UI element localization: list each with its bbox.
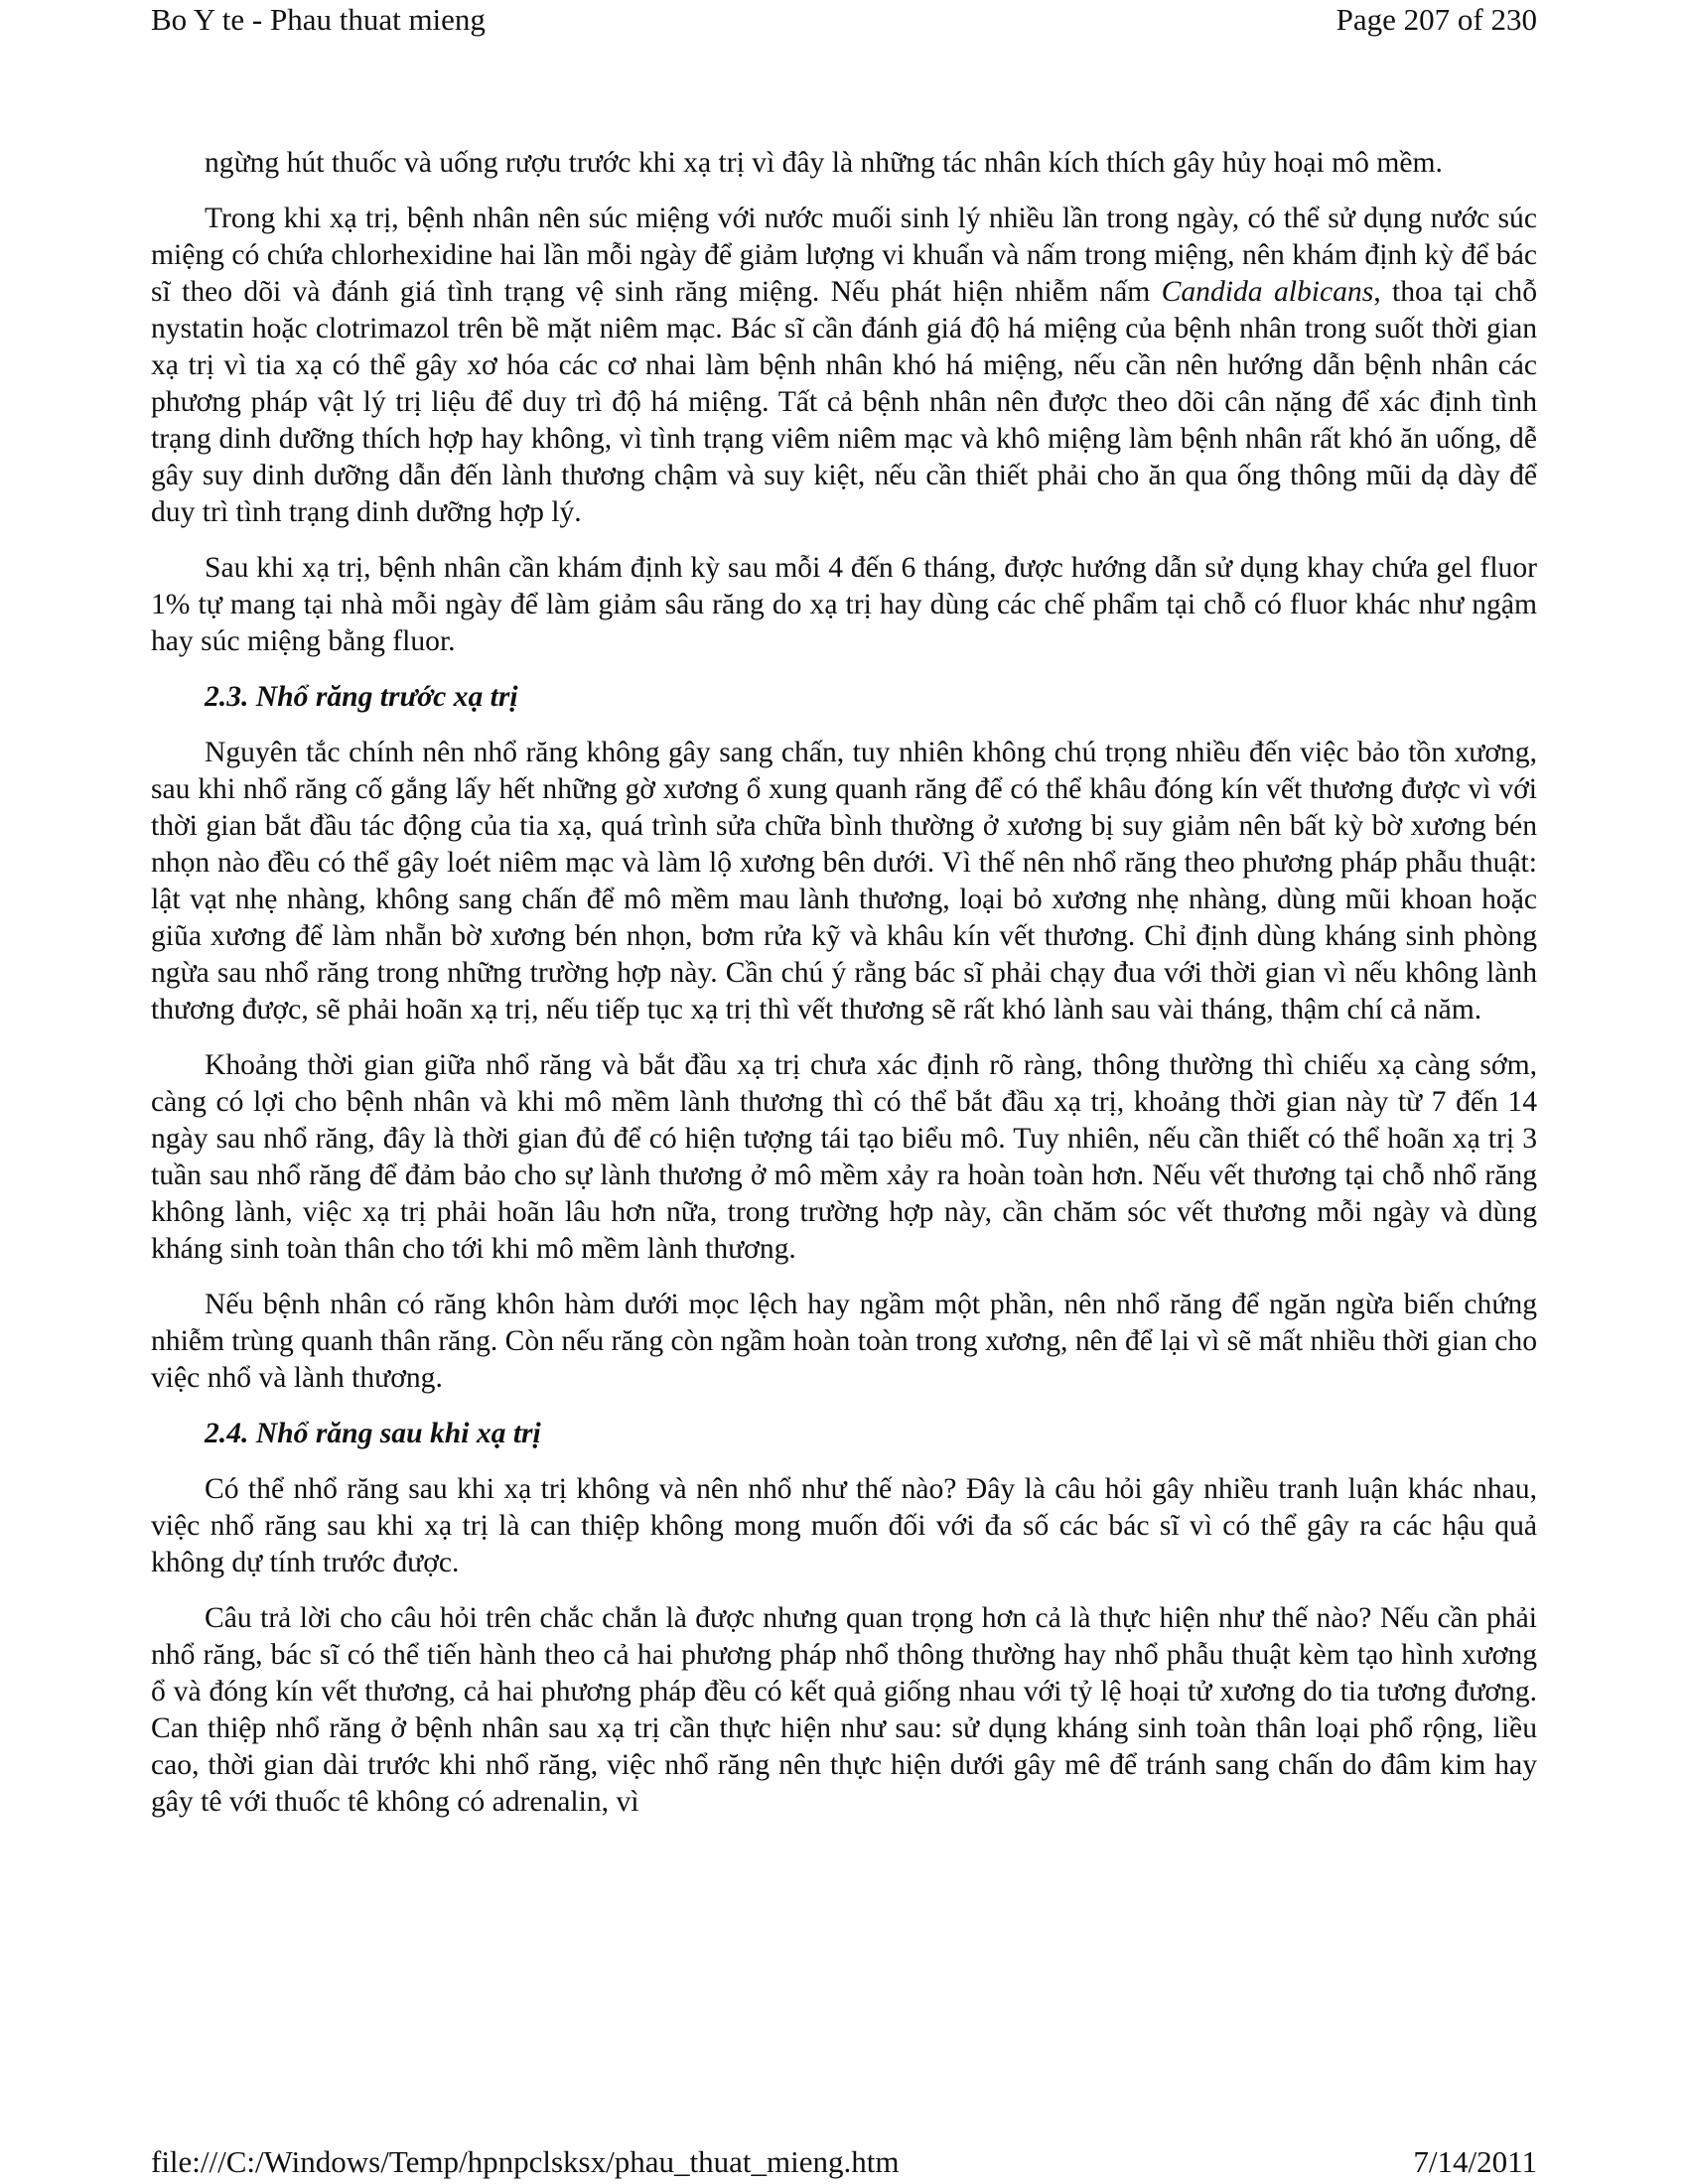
paragraph-2-part-a: Trong khi xạ trị, bệnh nhân nên súc miệng với nước muối sinh lý nhiều lần trong ngày, có thể sử dụng nước súc miệng có chứa chlorhexidine hai lần mỗi ngày để giảm lượng vi khuẩn và nấm trong miệng, nên khám định kỳ để bác sĩ theo dõi và đánh giá tình trạng vệ sinh răng miệng. Nếu phát hiện nhiễm nấm	[151, 203, 1537, 308]
page-header	[151, 2, 1537, 38]
paragraph-1: ngừng hút thuốc và uống rượu trước khi xạ trị vì đây là những tác nhân kích thích gây hủy hoại mô mềm.	[205, 147, 1443, 179]
print-date: 7/14/2011	[1413, 2144, 1537, 2179]
paragraph-5: Khoảng thời gian giữa nhổ răng và bắt đầu xạ trị chưa xác định rõ ràng, thông thường thì chiếu xạ càng sớm, càng có lợi cho bệnh nhân và khi mô mềm lành thương thì có thể bắt đầu xạ trị, khoảng thời gian này từ 7 đến 14 ngày sau nhổ răng, đây là thời gian đủ để có hiện tượng tái tạo biểu mô. Tuy nhiên, nếu cần thiết có thể hoãn xạ trị 3 tuần sau nhổ răng để đảm bảo cho sự lành thương ở mô mềm xảy ra hoàn toàn hơn. Nếu vết thương tại chỗ nhổ răng không lành, việc xạ trị phải hoãn lâu hơn nữa, trong trường hợp này, cần chăm sóc vết thương mỗi ngày và dùng kháng sinh toàn thân cho tới khi mô mềm lành thương.	[151, 1049, 1537, 1265]
section-heading-2-3: 2.3. Nhổ răng trước xạ trị	[205, 681, 518, 713]
paragraph-4: Nguyên tắc chính nên nhổ răng không gây sang chấn, tuy nhiên không chú trọng nhiều đến việc bảo tồn xương, sau khi nhổ răng cố gắng lấy hết những gờ xương ổ xung quanh răng để có thể khâu đóng kín vết thương được vì với thời gian bắt đầu tác động của tia xạ, quá trình sửa chữa bình thường ở xương bị suy giảm nên bất kỳ bờ xương bén nhọn nào đều có thể gây loét niêm mạc và làm lộ xương bên dưới. Vì thế nên nhổ răng theo phương pháp phẫu thuật: lật vạt nhẹ nhàng, không sang chấn để mô mềm mau lành thương, loại bỏ xương nhẹ nhàng, dùng mũi khoan hoặc giũa xương để làm nhẵn bờ xương bén nhọn, bơm rửa kỹ và khâu kín vết thương. Chỉ định dùng kháng sinh phòng ngừa sau nhổ răng trong những trường hợp này. Cần chú ý rằng bác sĩ phải chạy đua với thời gian vì nếu không lành thương được, sẽ phải hoãn xạ trị, nếu tiếp tục xạ trị thì vết thương sẽ rất khó lành sau vài tháng, thậm chí cả năm.	[151, 737, 1537, 1025]
paragraph-8: Câu trả lời cho câu hỏi trên chắc chắn là được nhưng quan trọng hơn cả là thực hiện như thế nào? Nếu cần phải nhổ răng, bác sĩ có thể tiến hành theo cả hai phương pháp nhổ thông thường hay nhổ phẫu thuật kèm tạo hình xương ổ và đóng kín vết thương, cả hai phương pháp đều có kết quả giống nhau với tỷ lệ hoại tử xương do tia tương đương. Can thiệp nhổ răng ở bệnh nhân sau xạ trị cần thực hiện như sau: sử dụng kháng sinh toàn thân loại phổ rộng, liều cao, thời gian dài trước khi nhổ răng, việc nhổ răng nên thực hiện dưới gây mê để tránh sang chấn do đâm kim hay gây tê với thuốc tê không có adrenalin, vì	[151, 1602, 1537, 1818]
page-footer	[151, 2144, 1537, 2180]
paragraph-3: Sau khi xạ trị, bệnh nhân cần khám định kỳ sau mỗi 4 đến 6 tháng, được hướng dẫn sử dụng khay chứa gel fluor 1% tự mang tại nhà mỗi ngày để làm giảm sâu răng do xạ trị hay dùng các chế phẩm tại chỗ có fluor khác như ngậm hay súc miệng bằng fluor.	[151, 552, 1537, 657]
paragraph-7: Có thể nhổ răng sau khi xạ trị không và nên nhổ như thế nào? Đây là câu hỏi gây nhiều tranh luận khác nhau, việc nhổ răng sau khi xạ trị là can thiệp không mong muốn đối với đa số các bác sĩ vì có thể gây ra các hậu quả không dự tính trước được.	[151, 1473, 1537, 1578]
paragraph-2-part-b: , thoa tại chỗ nystatin hoặc clotrimazol trên bề mặt niêm mạc. Bác sĩ cần đánh giá độ há miệng của bệnh nhân trong suốt thời gian xạ trị vì tia xạ có thể gây xơ hóa các cơ nhai làm bệnh nhân khó há miệng, nếu cần nên hướng dẫn bệnh nhân các phương pháp vật lý trị liệu để duy trì độ há miệng. Tất cả bệnh nhân nên được theo dõi cân nặng để xác định tình trạng dinh dưỡng thích hợp hay không, vì tình trạng viêm niêm mạc và khô miệng làm bệnh nhân rất khó ăn uống, dễ gây suy dinh dưỡng dẫn đến lành thương chậm và suy kiệt, nếu cần thiết phải cho ăn qua ống thông mũi dạ dày để duy trì tình trạng dinh dưỡng hợp lý.	[151, 276, 1538, 528]
paragraph-6: Nếu bệnh nhân có răng khôn hàm dưới mọc lệch hay ngầm một phần, nên nhổ răng để ngăn ngừa biến chứng nhiễm trùng quanh thân răng. Còn nếu răng còn ngầm hoàn toàn trong xương, nên để lại vì sẽ mất nhiều thời gian cho việc nhổ và lành thương.	[151, 1289, 1538, 1394]
page-number: Page 207 of 230	[1336, 2, 1537, 37]
document-title: Bo Y te - Phau thuat mieng	[151, 2, 486, 37]
document-body	[151, 145, 1537, 1840]
paragraph-2-italic: Candida albicans	[1161, 276, 1374, 308]
file-path: file:///C:/Windows/Temp/hpnpclsksx/phau_thuat_mieng.htm	[151, 2144, 900, 2179]
paragraph-2	[151, 201, 1537, 531]
section-heading-2-4: 2.4. Nhổ răng sau khi xạ trị	[205, 1418, 541, 1449]
